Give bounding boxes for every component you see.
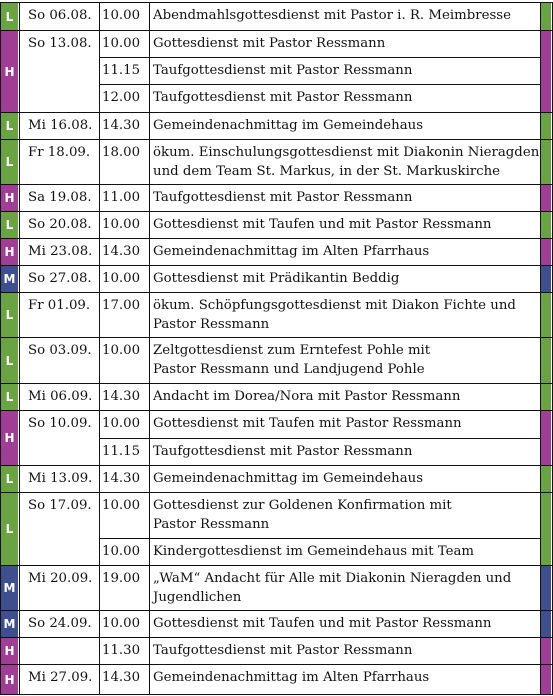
event-time: 14.30 (102, 471, 141, 486)
category-tag: L (1, 140, 18, 184)
event-description (153, 442, 412, 461)
event-description (153, 269, 399, 288)
event-time: 10.00 (102, 544, 141, 559)
event-description (153, 88, 412, 107)
column-divider (99, 2, 100, 694)
event-description (153, 387, 460, 406)
event-description-line: Gottesdienst zur Goldenen Konfirmation mit (153, 498, 452, 513)
category-color-bar (541, 140, 551, 184)
row-divider (0, 610, 553, 611)
event-description-line: Kindergottesdienst im Gemeindehaus mit Team (153, 544, 475, 559)
category-color-bar (541, 31, 551, 112)
row-divider (0, 637, 553, 638)
event-date: Mi 13.09. (28, 471, 93, 486)
event-time: 10.00 (102, 271, 141, 286)
event-time: 11.30 (102, 643, 141, 658)
event-date: So 17.09. (28, 498, 92, 513)
event-description-line: Gottesdienst mit Taufen und mit Pastor Ressmann (153, 217, 492, 232)
row-divider (0, 492, 553, 493)
row-divider (0, 2, 553, 3)
row-divider (0, 465, 553, 466)
event-description-line: Gottesdienst mit Pastor Ressmann (153, 36, 386, 51)
category-color-bar (541, 638, 551, 664)
row-divider (0, 292, 553, 293)
event-description (153, 414, 462, 433)
event-description (153, 614, 491, 633)
event-description-line: Pastor Ressmann (153, 517, 270, 532)
event-time: 10.00 (102, 616, 141, 631)
row-divider (0, 30, 553, 31)
event-description-line: „WaM“ Andacht für Alle mit Diakonin Nieragden und (153, 571, 512, 586)
category-tag: H (1, 185, 18, 211)
category-tag: L (1, 212, 18, 238)
event-time: 11.15 (102, 444, 141, 459)
category-color-bar (541, 384, 551, 410)
row-divider (0, 139, 553, 140)
event-time: 14.30 (102, 389, 141, 404)
event-description-line: Gottesdienst mit Taufen mit Pastor Ressmann (153, 416, 462, 431)
row-divider (99, 57, 541, 58)
category-color-bar (541, 266, 551, 292)
row-divider (0, 337, 553, 338)
event-date: Mi 20.09. (28, 571, 93, 586)
event-time: 12.00 (102, 90, 141, 105)
row-divider (0, 565, 553, 566)
event-time: 11.00 (102, 190, 141, 205)
category-color-bar (541, 239, 551, 265)
event-date: So 13.08. (28, 36, 92, 51)
event-description-line: Taufgottesdienst mit Pastor Ressmann (153, 90, 413, 105)
event-time: 19.00 (102, 571, 141, 586)
category-color-bar (541, 113, 551, 139)
event-date: Mi 23.08. (28, 244, 93, 259)
category-color-bar (541, 665, 551, 694)
event-description (153, 34, 385, 53)
event-description (153, 6, 511, 25)
category-color-bar (541, 338, 551, 383)
event-time: 10.00 (102, 498, 141, 513)
event-date: So 10.09. (28, 416, 92, 431)
category-tag: L (1, 338, 18, 383)
column-divider (19, 2, 20, 694)
event-date: So 03.09. (28, 343, 92, 358)
category-tag: L (1, 466, 18, 492)
event-date: Fr 18.09. (28, 145, 91, 160)
event-time: 17.00 (102, 298, 141, 313)
event-description-line: ökum. Einschulungsgottesdienst mit Diakonin Nieragden (153, 145, 540, 160)
category-tag: L (1, 493, 18, 565)
category-color-bar (541, 411, 551, 465)
event-description (153, 496, 452, 534)
event-description-line: ökum. Schöpfungsgottesdienst mit Diakon Fichte und (153, 298, 516, 313)
event-description-line: Taufgottesdienst mit Pastor Ressmann (153, 643, 413, 658)
event-date: So 24.09. (28, 616, 92, 631)
event-time: 10.00 (102, 36, 141, 51)
category-color-bar (541, 212, 551, 238)
category-tag: L (1, 384, 18, 410)
event-description (153, 242, 429, 261)
event-date: So 06.08. (28, 8, 92, 23)
event-description-line: Gemeindenachmittag im Alten Pfarrhaus (153, 244, 430, 259)
event-date: Sa 19.08. (28, 190, 92, 205)
category-tag: M (1, 611, 18, 637)
row-divider (0, 383, 553, 384)
event-date: Mi 16.08. (28, 118, 93, 133)
row-divider (99, 438, 541, 439)
event-time: 14.30 (102, 670, 141, 685)
event-time: 14.30 (102, 118, 141, 133)
category-tag: H (1, 239, 18, 265)
event-time: 10.00 (102, 217, 141, 232)
event-description-line: Taufgottesdienst mit Pastor Ressmann (153, 63, 413, 78)
event-description-line: Gemeindenachmittag im Gemeindehaus (153, 471, 424, 486)
event-date: Mi 27.09. (28, 670, 93, 685)
event-description-line: Pastor Ressmann und Landjugend Pohle (153, 362, 425, 377)
event-time: 10.00 (102, 8, 141, 23)
category-tag: L (1, 293, 18, 337)
event-date: Fr 01.09. (28, 298, 91, 313)
category-tag: H (1, 411, 18, 465)
row-divider (0, 664, 553, 665)
event-time: 11.15 (102, 63, 141, 78)
row-divider (0, 211, 553, 212)
event-description-line: Gottesdienst mit Taufen und mit Pastor Ressmann (153, 616, 492, 631)
category-tag: H (1, 665, 18, 694)
category-color-bar (541, 566, 551, 610)
category-tag: H (1, 638, 18, 664)
event-date: So 20.08. (28, 217, 92, 232)
category-color-bar (541, 3, 551, 30)
row-divider (0, 410, 553, 411)
event-description (153, 641, 412, 660)
event-description-line: und dem Team St. Markus, in der St. Markuskirche (153, 164, 501, 179)
event-date: Mi 06.09. (28, 389, 93, 404)
event-description (153, 542, 474, 561)
category-color-bar (541, 466, 551, 492)
event-description-line: Zeltgottesdienst zum Erntefest Pohle mit (153, 343, 431, 358)
row-divider (99, 84, 541, 85)
category-tag: L (1, 3, 18, 30)
category-tag: H (1, 31, 18, 112)
row-divider (0, 265, 553, 266)
event-description (153, 469, 423, 488)
column-divider (149, 2, 150, 694)
category-color-bar (541, 611, 551, 637)
event-description-line: Gottesdienst mit Prädikantin Beddig (153, 271, 400, 286)
category-color-bar (541, 293, 551, 337)
event-description (153, 188, 412, 207)
event-description-line: Gemeindenachmittag im Alten Pfarrhaus (153, 670, 430, 685)
event-description (153, 143, 539, 181)
category-color-bar (541, 185, 551, 211)
event-time: 18.00 (102, 145, 141, 160)
row-divider (0, 184, 553, 185)
category-tag: M (1, 566, 18, 610)
event-description-line: Taufgottesdienst mit Pastor Ressmann (153, 444, 413, 459)
row-divider (0, 694, 553, 695)
event-description-line: Andacht im Dorea/Nora mit Pastor Ressmann (153, 389, 461, 404)
row-divider (0, 238, 553, 239)
event-description-line: Gemeindenachmittag im Gemeindehaus (153, 118, 424, 133)
event-description (153, 296, 516, 334)
event-description-line: Pastor Ressmann (153, 317, 270, 332)
event-time: 14.30 (102, 244, 141, 259)
event-description (153, 569, 511, 607)
event-description-line: Abendmahlsgottesdienst mit Pastor i. R. Meimbresse (153, 8, 511, 23)
event-time: 10.00 (102, 343, 141, 358)
category-tag: M (1, 266, 18, 292)
event-description (153, 61, 412, 80)
event-description (153, 668, 429, 687)
event-description (153, 116, 423, 135)
row-divider (0, 112, 553, 113)
event-description-line: Taufgottesdienst mit Pastor Ressmann (153, 190, 413, 205)
event-description-line: Jugendlichen (153, 590, 242, 605)
category-tag: L (1, 113, 18, 139)
event-description (153, 341, 430, 379)
event-description (153, 215, 491, 234)
event-date: So 27.08. (28, 271, 92, 286)
event-time: 10.00 (102, 416, 141, 431)
row-divider (99, 538, 541, 539)
category-color-bar (541, 493, 551, 565)
